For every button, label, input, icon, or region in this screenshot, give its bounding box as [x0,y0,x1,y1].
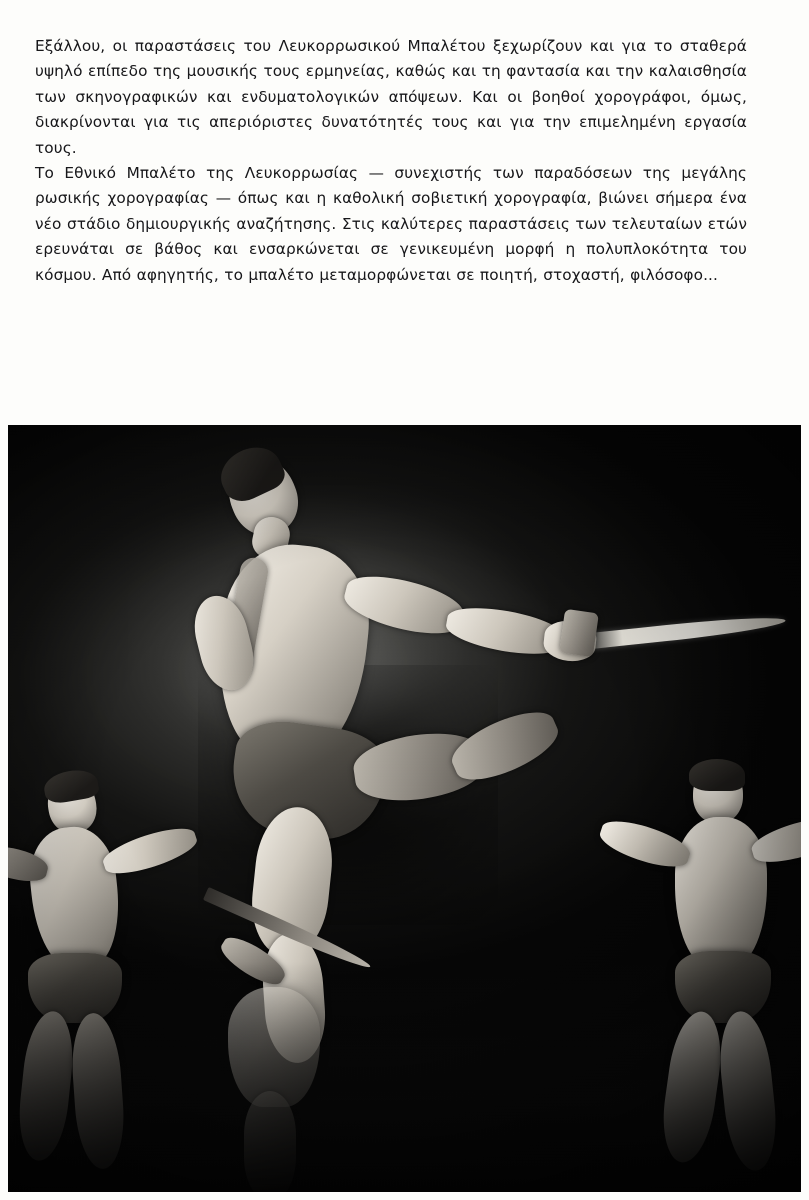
dancer-right-leg-right [715,1009,781,1173]
dancer-right-trunks [675,951,771,1023]
dancer-background-arm [216,931,290,992]
dancer-background-torso [228,987,320,1107]
dancer-left-trunks [28,953,122,1023]
sword-hilt [559,609,599,657]
dancer-background-leg [244,1091,296,1192]
stage-photograph [8,425,801,1192]
dancer-right [583,755,801,1185]
dancer-right-arm-left [596,814,694,875]
dancer-left-torso [25,823,125,971]
dancer-left-leg-left [14,1009,77,1163]
article-text [35,34,747,288]
dancer-left-arm-right [99,821,200,881]
dancer-right-hair [689,759,745,791]
dancer-background-center [158,895,458,1192]
dancer-left-leg-right [69,1012,128,1171]
dancer-right-leg-left [657,1008,728,1165]
paragraph-1: Εξάλλου, οι παραστάσεις του Λευκορρωσικού Μπαλέτου ξεχωρίζουν και για το σταθερά υψηλό επίπεδο της μουσικής τους ερμηνείας, καθώς και τη φαντασία και την καλαισθησία των σκηνογραφικών και ενδυματολογικών απόψεων. Και οι βοηθοί χορογράφοι, όμως, διακρίνονται για τις απεριόριστες δυνατότητές τους και για την επιμελημένη εργασία τους. [35,37,747,157]
dancer-main-leg-back-shin [445,701,566,791]
paragraph-2: Το Εθνικό Μπαλέτο της Λευκορρωσίας — συνεχιστής των παραδόσεων της μεγάλης ρωσικής χορογραφίας — όπως και η καθολική σοβιετική χορογραφία, βιώνει σήμερα ένα νέο στάδιο δημιουργικής αναζήτησης. Στις καλύτερες παραστάσεις των τελευταίων ετών ερευνάται σε βάθος και ενσαρκώνεται σε γενικευμένη μορφή η πολυπλοκότητα του κόσμου. Από αφηγητής, το μπαλέτο μεταμορφώνεται σε ποιητή, στοχαστή, φιλόσοφο... [35,164,747,284]
dancer-right-torso [675,817,767,967]
